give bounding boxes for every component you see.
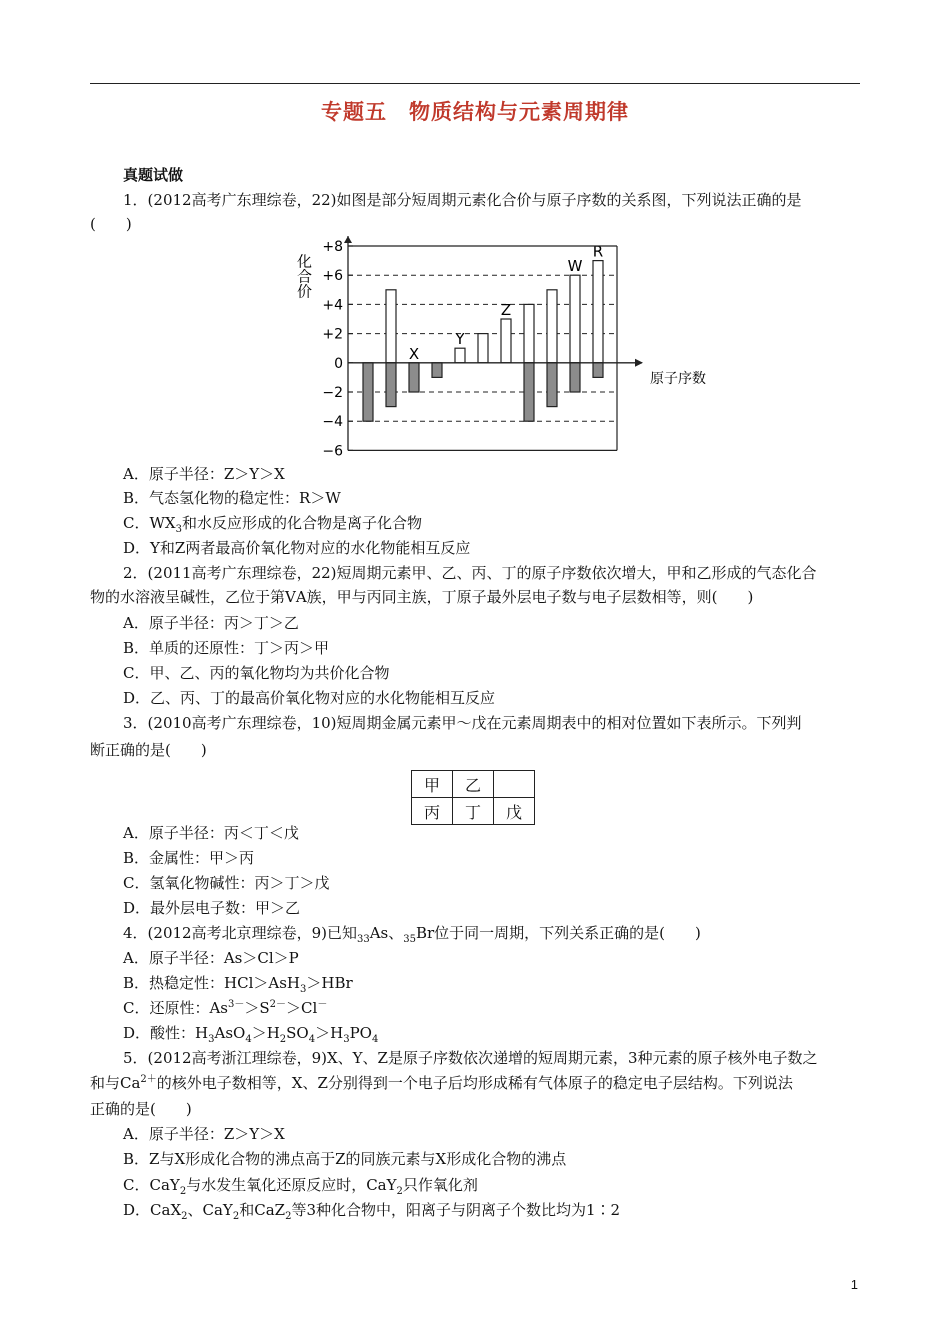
chart-ylabel: 化合价 [295,253,313,299]
negative-valence-bar [409,363,419,392]
q5-option-a: A．原子半径：Z＞Y＞X [123,1125,285,1143]
q3-stem: 3．(2010高考广东理综卷，10)短周期金属元素甲～戊在元素周期表中的相对位置如下表所示。下列判 [123,714,802,732]
q3-option-b: B．金属性：甲＞丙 [123,849,255,867]
table-cell: 乙 [453,771,494,798]
q1-stem: 1．(2012高考广东理综卷，22)如图是部分短周期元素化合价与原子序数的关系图，下列说法正确的是 [123,191,802,209]
periodic-table-fragment [411,770,535,825]
negative-valence-bar [363,363,373,421]
positive-valence-bar [524,304,534,362]
x-axis-arrow [635,359,643,367]
q1-option-b: B．气态氢化物的稳定性：R＞W [123,489,341,507]
q2-option-c: C．甲、乙、丙的氧化物均为共价化合物 [123,664,390,682]
table-cell: 戊 [494,798,535,825]
y-tick-label: +4 [322,297,343,314]
q1-option-d: D．Y和Z两者最高价氧化物对应的水化物能相互反应 [123,539,471,557]
q5-option-b: B．Z与X形成化合物的沸点高于Z的同族元素与X形成化合物的沸点 [123,1150,567,1168]
q2-stem: 2．(2011高考广东理综卷，22)短周期元素甲、乙、丙、丁的原子序数依次增大，甲和乙形成的气态化合 [123,564,817,582]
bar-element-label: Y [455,330,465,349]
negative-valence-bar [386,363,396,407]
q4-option-d: D．酸性：$H_3AsO_4>H_2SO_4>H_3PO_4$ [123,1024,379,1045]
header-rule [90,83,860,84]
bar-element-label: R [592,242,604,261]
chart-xlabel: 原子序数 [650,371,706,387]
table-cell [494,771,535,798]
y-tick-label: 0 [334,355,343,372]
page-title: 专题五 物质结构与元素周期律 [321,100,629,124]
y-tick-label: −4 [322,414,343,431]
q4-option-b: B．热稳定性：HCl＞AsH$_3$＞HBr [123,974,353,995]
q3-option-d: D．最外层电子数：甲＞乙 [123,899,301,917]
positive-valence-bar [570,275,580,363]
table-cell: 甲 [412,771,453,798]
bar-element-label: Z [500,301,512,319]
q2-option-b: B．单质的还原性：丁＞丙＞甲 [123,639,330,657]
q5-option-c: C．CaY$_2$与水发生氧化还原反应时，CaY$_2$只作氧化剂 [123,1176,478,1197]
negative-valence-bar [570,363,580,392]
table-cell: 丁 [453,798,494,825]
valence-chart [290,236,710,462]
q2-option-d: D．乙、丙、丁的最高价氧化物对应的水化物能相互反应 [123,689,496,707]
q4-option-c: C．还原性：$As^{3-}>S^{2-}>Cl^-$ [123,999,328,1017]
positive-valence-bar [386,290,396,363]
bar-element-label: W [567,257,583,276]
bar-element-label: X [408,344,420,363]
q5-stem: 5．(2012高考浙江理综卷，9)X、Y、Z是原子序数依次递增的短周期元素，3种元素的原子核外电子数之 [123,1049,818,1067]
y-tick-label: +2 [322,326,343,343]
negative-valence-bar [593,363,603,378]
q5-option-d: D．CaX$_2$、CaY$_2$和CaZ$_2$等3种化合物中，阳离子与阴离子个数比均为1∶2 [123,1201,621,1222]
q5-stem-cont2: 正确的是( ) [90,1100,192,1118]
q1-option-c: C．$WX_3$和水反应形成的化合物是离子化合物 [123,514,422,535]
q3-option-c: C．氢氧化物碱性：丙＞丁＞戊 [123,874,330,892]
y-tick-label: −6 [322,443,343,460]
q2-option-a: A．原子半径：丙＞丁＞乙 [123,614,299,632]
positive-valence-bar [547,290,557,363]
positive-valence-bar [593,261,603,363]
q3-stem-cont: 断正确的是( ) [90,741,207,759]
table-cell: 丙 [412,798,453,825]
negative-valence-bar [547,363,557,407]
q2-stem-cont: 物的水溶液呈碱性，乙位于第ⅤA族，甲与丙同主族，丁原子最外层电子数与电子层数相等，则( ) [90,588,754,606]
q4-stem: 4．(2012高考北京理综卷，9)已知$_{33}$As、$_{35}$Br位于同一周期，下列关系正确的是( ) [123,924,701,945]
q1-option-a: A．原子半径：Z＞Y＞X [123,465,285,483]
q3-option-a: A．原子半径：丙＜丁＜戊 [123,824,299,842]
y-tick-label: +8 [322,239,343,255]
positive-valence-bar [478,334,488,363]
positive-valence-bar [501,319,511,363]
q1-stem-cont: ( ) [90,215,132,233]
page-number: 1 [850,1277,858,1292]
y-axis-arrow [344,236,352,243]
q5-stem-cont: 和与$Ca^{2+}$的核外电子数相等，X、Z分别得到一个电子后均形成稀有气体原子的稳定电子层结构。下列说法 [90,1074,793,1092]
negative-valence-bar [432,363,442,378]
negative-valence-bar [524,363,534,421]
positive-valence-bar [455,348,465,363]
section-heading: 真题试做 [123,166,184,184]
y-tick-label: +6 [322,268,343,285]
q4-option-a: A．原子半径：As＞Cl＞P [123,949,299,967]
y-tick-label: −2 [322,385,343,401]
